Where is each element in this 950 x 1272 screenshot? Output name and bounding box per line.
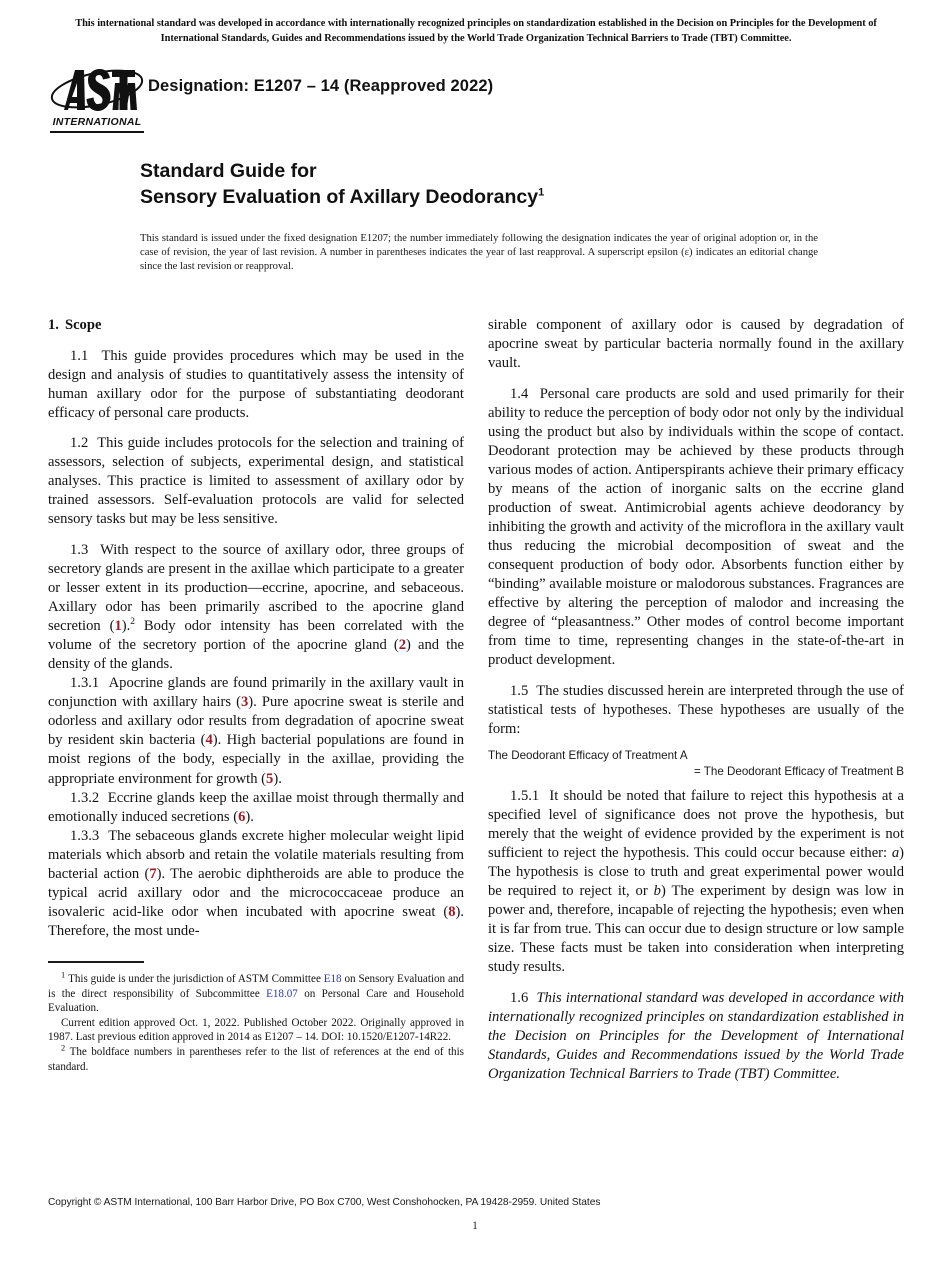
paragraph-number: 1.3.2 [70,789,100,806]
tbt-banner-text: This international standard was developed in accordance with internationally recognized principles on standardization established in the Decision on Principles for the Development of International Standards, Guides and Recommendations issued by the World Trade Organization Technical Barriers to Trade (TBT) Committee. [75,18,877,44]
reference-1[interactable]: 1 [114,618,122,635]
column-right [488,316,904,1084]
footnote-1 [48,972,464,1016]
option-label-b: b [653,883,661,900]
paragraph-text-b: ). [245,808,254,825]
paragraph-text-b: ). Pure apocrine sweat is sterile and odorless and axillary odor results from degradation of apocrine sweat by resident skin bacteria ( [48,694,464,749]
paragraph-1-4 [488,385,904,671]
paragraph-text-a: It should be noted that failure to reject this hypothesis at a specified level of significance does not prove the hypothesis, but merely that the weight of evidence provided by the experiment is not sufficient to reject the hypothesis. This could occur because either: [488,787,904,862]
paragraph-text-b: ). [121,618,131,635]
paragraph-1-6 [488,989,904,1084]
committee-link-e18[interactable]: E18 [323,973,342,985]
paragraph-number: 1.4 [510,385,529,402]
column-left [48,316,464,941]
paragraph-text-c: Body odor intensity has been correlated with the volume of the secretory portion of the apocrine gland ( [48,618,465,654]
paragraph-text-a: With respect to the source of axillary odor, three groups of secretory glands are present in the axillae which participate to a greater or lesser extent in its production—eccrine, apocrine, and sebaceous. Axillary odor has been primarily ascribed to the apocrine gland secretion ( [48,541,464,635]
footnote-separator [48,961,144,963]
paragraph-number: 1.3.3 [70,827,100,844]
reference-5[interactable]: 5 [266,770,274,787]
footnote-1-text-b: on Sensory Evaluation and is the direct responsibility of Subcommittee [48,973,464,1000]
footnote-1-marker: 1 [61,970,66,980]
reference-3[interactable]: 3 [241,694,249,711]
paragraph-text: The studies discussed herein are interpreted through the use of statistical tests of hypotheses. These hypotheses are usually of the form: [488,682,904,737]
paragraph-number: 1.2 [70,435,89,452]
paragraph-text-c: ) The experiment by design was low in power and, therefore, incapable of rejecting the hypothesis; even when it is far from true. This can occur due to design structure or low sample size. These facts must be taken into consideration when interpreting study results. [488,883,904,976]
footnotes-block [48,972,464,1074]
paragraph-1-3-3-continued: sirable component of axillary odor is caused by degradation of apocrine sweat by particular bacteria normally found in the axillary vault. [488,317,904,372]
paragraph-number: 1.3.1 [70,675,100,692]
paragraph-text: This guide provides procedures which may be used in the design and analysis of studies to quantitatively assess the intensity of human axillary odor for the purpose of substantiating deodorant efficacy of personal care products. [48,347,464,421]
reference-4[interactable]: 4 [205,732,213,749]
astm-logo-rule [50,131,144,133]
footnote-2-text: The boldface numbers in parentheses refer to the list of references at the end of this standard. [48,1045,464,1073]
equation-line-1: The Deodorant Efficacy of Treatment A [488,748,688,762]
astm-logo-icon [49,62,145,120]
paragraph-1-3 [48,541,464,674]
paragraph-text-d: ) and the density of the glands. [48,637,464,673]
paragraph-1-3-2 [48,789,464,827]
equation-line-2: = The Deodorant Efficacy of Treatment B [694,764,904,778]
reference-6[interactable]: 6 [238,808,246,825]
paragraph-1-5 [488,682,904,739]
reference-8[interactable]: 8 [448,903,456,920]
paragraph-text-c: ). Therefore, the most unde- [48,903,464,939]
title-line-1: Standard Guide for [140,160,317,182]
footnote-2-marker: 2 [61,1043,66,1053]
paragraph-number: 1.5.1 [510,787,540,804]
title-line-2-text: Sensory Evaluation of Axillary Deodorancy [140,186,539,208]
subcommittee-link-e18-07[interactable]: E18.07 [266,987,298,1000]
footnote-marker-2: 2 [130,617,136,628]
footnote-1-text-c: on Personal Care and Household Evaluation. [48,987,464,1015]
paragraph-text: This guide includes protocols for the selection and training of assessors, selection of subjects, experimental design, and statistical analyses. This practice is limited to assessment of axillary odor by trained assessors. Self-evaluation protocols are valid for selected sensory tasks but may be less sensitive. [48,435,464,528]
reference-7[interactable]: 7 [149,865,157,882]
paragraph-text-b: ) The hypothesis is close to truth and great experimental power would be required to reject it, or [488,845,904,900]
option-label-a: a [891,845,900,862]
paragraph-text-d: ). [273,770,282,787]
copyright-notice: Copyright © ASTM International, 100 Barr Harbor Drive, PO Box C700, West Conshohocken, PA 19428-2959. United States [48,1197,601,1208]
astm-logo [49,62,145,134]
paragraph-number: 1.5 [510,682,529,699]
issue-note: This standard is issued under the fixed designation E1207; the number immediately following the designation indicates the year of original adoption or, in the case of revision, the year of last revision. A number in parentheses indicates the year of last reapproval. A superscript epsilon (ε) indicates an editorial change since the last revision or reapproval. [140,233,818,273]
section-label: Scope [64,317,102,333]
title-line-2 [140,184,840,210]
paragraph-text-a: Eccrine glands keep the axillae moist through thermally and emotionally induced secretions ( [48,789,464,825]
paragraph-1-5-1 [488,787,904,977]
title-footnote-marker: 1 [538,186,545,199]
astm-logo-subtitle: INTERNATIONAL [52,116,142,128]
paragraph-number: 1.3 [70,541,89,558]
paragraph-text-b: ). The aerobic diphtheroids are able to produce the typical acrid axillary odor and the micrococcaceae produce an isovaleric acid-like odor when incubated with apocrine sweat ( [48,865,464,920]
footnote-2 [48,1045,464,1074]
paragraph-number: 1.1 [70,347,89,364]
paragraph-text: This international standard was developed in accordance with internationally recognized principles on standardization established in the Decision on Principles for the Development of International Standards, Guides and Recommendations issued by the World Trade Organization Technical Barriers to Trade (TBT) Committee. [488,989,905,1083]
hypothesis-equation [488,748,904,780]
paragraph-text-c: ). High bacterial populations are found in moist regions of the body, especially in the axillae, providing the appropriate environment for growth ( [48,732,465,787]
reference-2[interactable]: 2 [398,637,407,654]
paragraph-1-3-1 [48,674,464,788]
paragraph-text-a: Apocrine glands are found primarily in the axillary vault in conjunction with axillary hairs ( [48,675,464,711]
paragraph-1-3-3 [48,827,464,941]
paragraph-number: 1.6 [510,989,529,1006]
paragraph-text-a: The sebaceous glands excrete higher molecular weight lipid materials which absorb and retain the volatile materials resulting from bacterial action ( [48,827,464,882]
footnote-edition: Current edition approved Oct. 1, 2022. Published October 2022. Originally approved in 1987. Last previous edition approved in 2014 as E1207 – 14. DOI: 10.1520/E1207-14R22. [48,1016,464,1044]
footnote-1-text-a: This guide is under the jurisdiction of ASTM Committee [68,973,324,985]
paragraph-1-2 [48,434,464,529]
designation-line: Designation: E1207 – 14 (Reapproved 2022) [148,77,494,95]
paragraph-text: Personal care products are sold and used primarily for their ability to reduce the perception of body odor not only by the individual using the product but also by individuals within the scope of contact. Deodorant protection may be achieved by these products through various modes of action. Antiperspirants achieve their primary efficacy by means of the action of inorganic salts on the eccrine gland production of sweat. Antimicrobial agents achieve deodorancy by inhibiting the growth and activity of the microflora in the axillary vault thus reducing the microbial decomposition of sweat and the consequent production of body odor. Absorbents function either by “binding” available moisture or malodorous substances. Fragrances are effective by altering the perception of malodor and increasing the degree of “pleasantness.” Other modes of control become important from time to time, representing changes in the state-of-the-art in product development. [488,385,904,669]
page-number: 1 [472,1220,478,1232]
section-number: 1. [48,317,59,333]
paragraph-1-1 [48,347,464,423]
page-title [140,158,840,210]
section-heading-scope [48,316,464,335]
